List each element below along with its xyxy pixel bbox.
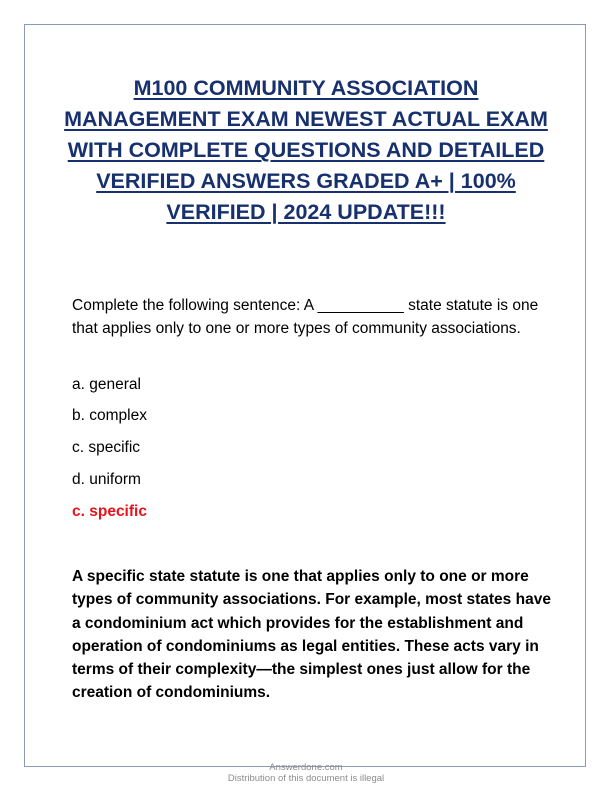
option-b: b. complex — [72, 407, 147, 424]
option-c: c. specific — [72, 439, 141, 456]
question-text: Complete the following sentence: A __________ state statute is one that applies only to one or more types of community associations. — [72, 297, 539, 337]
answer-explanation: A specific state statute is one that applies only to one or more types of community associations. For example, most states have a condominium act which provides for the establishment and operation of condominiums as legal entities. These acts vary in terms of their complexity—the simplest ones just allow for the creation of condominiums. — [72, 568, 551, 702]
watermark-footer — [0, 762, 612, 784]
option-d: d. uniform — [72, 471, 141, 488]
document-title: M100 COMMUNITY ASSOCIATION MANAGEMENT EXAM NEWEST ACTUAL EXAM WITH COMPLETE QUESTIONS AND DETAILED VERIFIED ANSWERS GRADED A+ | 100% VERIFIED | 2024 UPDATE!!! — [64, 76, 548, 224]
footer-site: Answerdone.com — [269, 762, 343, 773]
footer-notice: Distribution of this document is illegal — [227, 773, 385, 784]
option-a: a. general — [72, 376, 141, 393]
correct-answer: c. specific — [72, 503, 147, 520]
